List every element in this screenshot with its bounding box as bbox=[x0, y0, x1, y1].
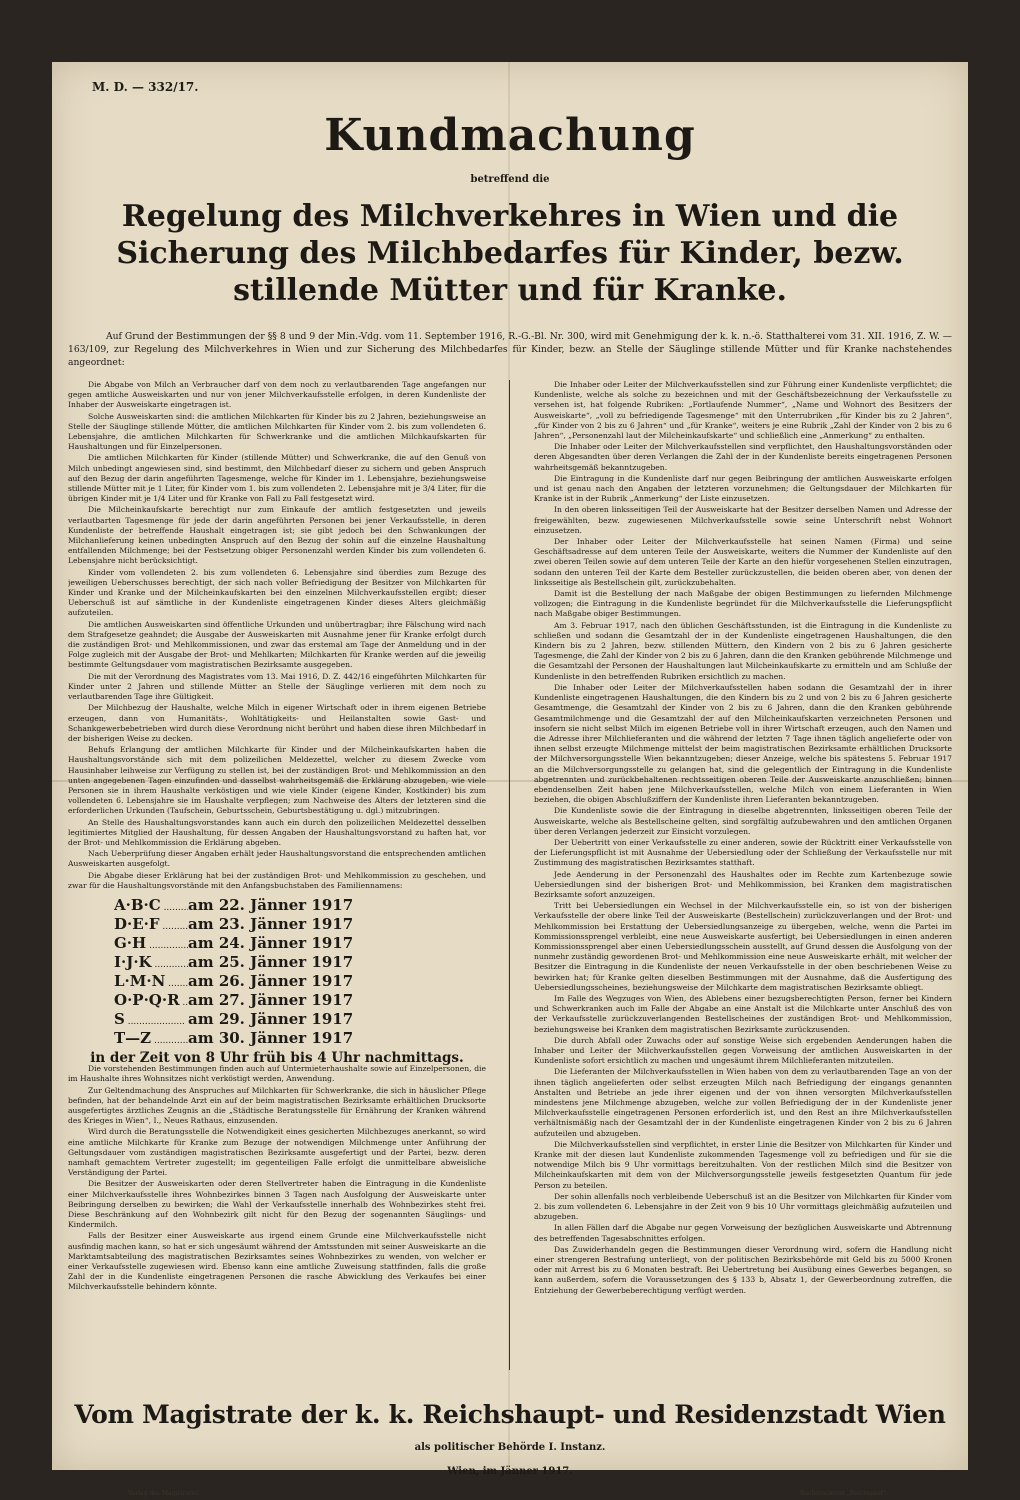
paragraph: Zur Geltendmachung des Anspruches auf Milchkarten für Schwerkranke, die sich in häuslicher Pflege befinden, hat der behandelnde Arzt ein auf der beim magistratischen Bezirksamte erhältlichen Drucksorte ausgefertigtes ärztliches Zeugnis an die „Städtische Beratungsstelle für Ernährung der Kranken während des Krieges in Wien“, I., Neues Rathaus, einzusenden. bbox=[68, 1085, 486, 1126]
schedule-date: am 29. Jänner 1917 bbox=[188, 1009, 354, 1028]
paragraph: Das Zuwiderhandeln gegen die Bestimmungen dieser Verordnung wird, sofern die Handlung nicht einer strengeren Bestrafung unterliegt, von der politischen Bezirksbehörde mit Geld bis zu 5000 Kronen oder mit Arrest bis zu 6 Monaten bestraft. Bei Uebertretung bei Ausübung eines Gewerbes begangen, so kann außerdem, sofern die Voraussetzungen des § 133 b, Absatz 1, der Gewerbeordnung zutreffen, die Entziehung der Gewerbeberechtigung verfügt werden. bbox=[534, 1244, 952, 1295]
hours-line: in der Zeit von 8 Uhr früh bis 4 Uhr nachmittags. bbox=[90, 1049, 464, 1066]
publisher-note: Verlag des Magistrates. bbox=[128, 1490, 201, 1497]
paragraph: Die amtlichen Ausweiskarten sind öffentliche Urkunden und unübertragbar; ihre Fälschung wird nach dem Strafgesetze geahndet; die Ausgabe der Ausweiskarten mit Ausnahme jener für Kranke erfolgt durch die zuständigen Brot- und Mehlkommissionen, und zwar das erstemal am Tage der Anmeldung und in der Folge zugleich mit der Ausgabe der Brot- und Mehlkarten; Milchkarten für Kranke werden auf die jeweilig bestimmte Geltungsdauer vom magistratischen Bezirksamte ausgegeben. bbox=[68, 619, 486, 670]
paragraph: In allen Fällen darf die Abgabe nur gegen Vorweisung der bezüglichen Ausweiskarte und Abtrennung des betreffenden Tagesabschnittes erfolgen. bbox=[534, 1223, 952, 1243]
paragraph: Im Falle des Wegzuges von Wien, des Ablebens einer bezugsberechtigten Person, ferner bei Kindern und Schwerkranken auch im Falle der Abgabe an eine Anstalt ist die Milchkarte unter Anschluß des von der Verkaufsstelle zurückzuverlangenden Bestellscheines der zuständigen Brot- und Mehlkommission, beziehungsweise bei Kranken dem magistratischen Bezirksamte zurückzusenden. bbox=[534, 993, 952, 1034]
paragraph: Die vorstehenden Bestimmungen finden auch auf Untermieterhaushalte sowie auf Einzelpersonen, die im Haushalte ihres Wohnsitzes nicht verköstigt werden, Anwendung. bbox=[68, 1064, 486, 1084]
issuing-authority: Vom Magistrate der k. k. Reichshaupt- und Residenzstadt Wien bbox=[74, 1400, 946, 1429]
schedule-row bbox=[114, 916, 486, 935]
authority-role: als politischer Behörde I. Instanz. bbox=[414, 1442, 606, 1453]
paragraph: Damit ist die Bestellung der nach Maßgabe der obigen Bestimmungen zu liefernden Milchmenge vollzogen; die Eintragung in die Kundenliste begründet für die Milchverkaufsstelle die Lieferungspflicht nach Maßgabe obiger Bestimmungen. bbox=[534, 589, 952, 619]
paragraph: Der Milchbezug der Haushalte, welche Milch in eigener Wirtschaft oder in ihrem eigenen Betriebe erzeugen, dann von Humanitäts-, Wohltätigkeits- und Heilanstalten sowie Gast- und Schankgewerbebetrieben wird durch diese Verordnung nicht berührt und haben diese ihren Milchbedarf in der bisherigen Weise zu decken. bbox=[68, 703, 486, 743]
paragraph: Der Inhaber oder Leiter der Milchverkaufsstelle hat seinen Namen (Firma) und seine Geschäftsadresse auf dem unteren Teile der Ausweiskarte, weiters die Nummer der Kundenliste auf den zwei oberen Teilen sowie auf dem unteren Teile der Karte an den hiefür vorgesehenen Stellen einzutragen, sodann den unteren Teil der Karte dem Besteller zurückzustellen, die beiden oberen aber, von denen der linksseitige als Bestellschein gilt, zurückzubehalten. bbox=[534, 537, 952, 587]
paragraph: In den oberen linksseitigen Teil der Ausweiskarte hat der Besitzer derselben Namen und Adresse der freigewählten, bezw. zugewiesenen Milchverkaufsstelle sowie seine Unterschrift nebst Wohnort einzusetzen. bbox=[534, 505, 952, 535]
paragraph: Die Inhaber oder Leiter der Milchverkaufsstellen haben sodann die Gesamtzahl der in ihrer Kundenliste eingetragenen Haushaltungen, die den Kindern bis zu 2 und von 2 bis zu 6 Jahren gesicherte Gesamtmenge, die Gesamtzahl der Kinder von 2 bis zu 6 Jahren, dann die den Kranken gebührende Gesamtmilchmenge und die Gesamtzahl der auf den Milcheinkaufskarten verzeichneten Personen und insofern sie nicht selbst Milch im eigenen Betriebe voll in ihrer Wirtschaft erzeugen, auch den Namen und die Adresse ihrer Milchlieferanten und die während der letzten 7 Tage ihnen täglich angelieferte oder von ihnen selbst erzeugte Milchmenge mittelst der beim magistratischen Bezirksamte erhältlichen Drucksorte der Milchversorgungsstelle Wien bekanntzugeben; dieser Anzeige, welche bis spätestens 5. Februar 1917 an die Milchversorgungsstelle zu gelangen hat, sind die gelegentlich der Eintragung in die Kundenliste abgetrennten und zurückbehaltenen rechtsseitigen oberen Teile der Ausweiskarte anzuschließen; binnen ebendenselben Zeit haben jene Milchverkaufsstellen, welche Milch von einem Lieferanten in Wien beziehen, die obigen Abschlußziffern der Kundenliste ihren Lieferanten bekanntzugeben. bbox=[534, 682, 952, 805]
schedule-row bbox=[114, 992, 486, 1011]
schedule-letters: A·B·C ..... bbox=[114, 897, 188, 916]
left-paragraphs bbox=[68, 380, 486, 891]
schedule-table bbox=[114, 897, 486, 1049]
schedule-row bbox=[114, 1030, 486, 1049]
intro-paragraph: Auf Grund der Bestimmungen der §§ 8 und 9 der Min.-Vdg. vom 11. September 1916, R.-G.-Bl. Nr. 300, wird mit Genehmigung der k. k. n.-ö. Statthalterei vom 31. XII. 1916, Z. W. — 163/109, zur Regelung des Milchverkehres in Wien und zur Sicherung des Milchbedarfes für Kinder, bezw. an Stelle der Säuglinge stillende Mütter und für Kranke nachstehendes angeordnet: bbox=[68, 331, 952, 368]
paragraph: Nach Ueberprüfung dieser Angaben erhält jeder Haushaltungsvorstand die entsprechenden amtlichen Ausweiskarten ausgefolgt. bbox=[68, 849, 486, 869]
paragraph: Die Milcheinkaufskarte berechtigt nur zum Einkaufe der amtlich festgesetzten und jeweils verlautbarten Tagesmenge für jede der darin angeführten Personen bei jener Verkaufsstelle, in deren Kundenliste der betreffende Haushalt eingetragen ist; sie gibt jedoch bei den Schwankungen der Milchanlieferung keinen unbedingten Anspruch auf den Bezug der sohin auf die einzelne Haushaltung entfallenden Milchmenge; bei der Festsetzung obiger Personenzahl werden Kinder bis zum vollendeten 6. Lebensjahre nicht berücksichtigt. bbox=[68, 505, 486, 566]
schedule-date: am 26. Jänner 1917 bbox=[188, 971, 354, 990]
paragraph: Die Eintragung in die Kundenliste darf nur gegen Beibringung der amtlichen Ausweiskarte erfolgen und ist genau nach den Angaben der letzteren vorzunehmen; die Geltungsdauer der Milchkarten für Kranke ist in der Rubrik „Anmerkung“ der Liste einzusetzen. bbox=[534, 473, 952, 504]
schedule-date: am 22. Jänner 1917 bbox=[188, 895, 354, 914]
paragraph: Die amtlichen Milchkarten für Kinder (stillende Mütter) und Schwerkranke, die auf den Genuß von Milch unbedingt angewiesen sind, sind bestimmt, den Milchbedarf dieser zu sichern und geben Anspruch auf den Bezug der darin angeführten Tagesmenge, welche für Kinder im 1. Lebensjahre, beziehungsweise stillende Mütter mit je 1 Liter, für Kinder vom 1. bis zum vollendeten 2. Lebensjahre mit je 3/4 Liter, für die übrigen Kinder mit je 1/4 Liter und für Kranke von Fall zu Fall festgesetzt wird. bbox=[68, 453, 486, 504]
schedule-letters: I·J·K ..... bbox=[114, 954, 188, 973]
paragraph: Die Inhaber oder Leiter der Milchverkaufsstellen sind verpflichtet, den Haushaltungsvorständen oder deren Abgesandten über deren Verlangen die Zahl der in der Kundenliste bereits eingetragenen Personen wahrheitsgemäß bekanntzugeben. bbox=[534, 442, 952, 472]
column-divider bbox=[509, 380, 510, 1370]
paragraph: Die Abgabe von Milch an Verbraucher darf von dem noch zu verlautbarenden Tage angefangen nur gegen amtliche Ausweiskarten und nur von jener Milchverkaufsstelle erfolgen, in deren Kundenliste der Inhaber der Ausweiskarte eingetragen ist. bbox=[68, 380, 486, 410]
schedule-letters: D·E·F ..... bbox=[114, 916, 188, 935]
place-date: Wien, im Jänner 1917. bbox=[447, 1466, 573, 1477]
paragraph: Die Inhaber oder Leiter der Milchverkaufsstellen sind zur Führung einer Kundenliste verpflichtet; die Kundenliste, welche als solche zu bezeichnen und mit der Geschäftsbezeichnung der Verkaufsstelle zu versehen ist, hat folgende Rubriken: „Fortlaufende Nummer“, „Name und Wohnort des Besitzers der Ausweiskarte“, „voll zu befriedigende Tagesmenge“ mit den Unterrubriken „für Kinder bis zu 2 Jahren“, „für Kinder von 2 bis zu 6 Jahren“ und „für Kranke“, weiters je eine Rubrik „Zahl der Kinder von 2 bis zu 6 Jahren“, „Personenzahl laut der Milcheinkaufskarte“ und schließlich eine „Anmerkung“ zu enthalten. bbox=[534, 380, 952, 441]
paragraph: Die durch Abfall oder Zuwachs oder auf sonstige Weise sich ergebenden Aenderungen haben die Inhaber und Leiter der Milchverkaufsstellen gegen Vorweisung der amtlichen Ausweiskarten in der Kundenliste sofort ersichtlich zu machen und ungesäumt ihrem Milchlieferanten mitzuteilen. bbox=[534, 1035, 952, 1066]
schedule-letters: T—Z ..... bbox=[114, 1030, 188, 1049]
paragraph: Die Kundenliste sowie die der Eintragung in dieselbe abgetrennten, linksseitigen oberen Teile der Ausweiskarte, welche als Bestellscheine gelten, sind sorgfältig aufzubewahren und den amtlichen Organen über deren Verlangen jederzeit zur Einsicht vorzulegen. bbox=[534, 806, 952, 836]
subject-heading: Regelung des Milchverkehres in Wien und die Sicherung des Milchbedarfes für Kinder, bezw. stillende Mütter und für Kranke. bbox=[116, 199, 904, 308]
paragraph: Die Lieferanten der Milchverkaufsstellen in Wien haben von dem zu verlautbarenden Tage an von der ihnen täglich angelieferten oder selbst erzeugten Milch nach Befriedigung der eingangs genannten Anstalten und Betriebe an jede ihrer eigenen und der von ihnen versorgten Milchverkaufsstellen mindestens jene Milchmenge abzugeben, welche zur vollen Befriedigung der in der Kundenliste jener Milchverkaufsstelle eingetragenen Personen erforderlich ist, und den Rest an ihre Milchverkaufsstellen verhältnismäßig nach der Gesamtzahl der in der Kundenliste eingetragenen Kinder von 2 bis zu 6 Jahren aufzuteilen und abzugeben. bbox=[534, 1067, 952, 1138]
left-column bbox=[68, 380, 486, 1386]
schedule-date: am 23. Jänner 1917 bbox=[188, 914, 354, 933]
paragraph: Die Besitzer der Ausweiskarten oder deren Stellvertreter haben die Eintragung in die Kundenliste einer Milchverkaufsstelle ihres Wohnbezirkes binnen 3 Tagen nach Ausfolgung der Ausweiskarte unter Beibringung derselben zu bewirken; die Wahl der Verkaufsstelle innerhalb des Wohnbezirkes steht frei. Diese Beschränkung auf den Wohnbezirk gilt nicht für den Bezug der sogenannten Säuglings- und Kindermilch. bbox=[68, 1179, 486, 1230]
paragraph: Die mit der Verordnung des Magistrates vom 13. Mai 1916, D. Z. 442/16 eingeführten Milchkarten für Kinder unter 2 Jahren und stillende Mütter an Stelle der Säuglinge verlieren mit dem noch zu verlautbarenden Tage ihre Gültigkeit. bbox=[68, 671, 486, 702]
schedule-row bbox=[114, 973, 486, 992]
schedule-row bbox=[114, 1011, 486, 1030]
schedule-letters: S ..... bbox=[114, 1011, 188, 1030]
paragraph: Am 3. Februar 1917, nach den üblichen Geschäftsstunden, ist die Eintragung in die Kundenliste zu schließen und sodann die Gesamtzahl der in der Kundenliste eingetragenen Haushaltungen, die den Kindern bis zu 2 Jahren, bezw. stillenden Müttern, den Kindern von 2 bis zu 6 Jahren gesicherte Tagesmenge, die Zahl der Kinder von 2 bis zu 6 Jahren, dann die den Kranken gebührende Milchmenge und die Gesamtzahl der Personen der Haushaltungen laut Milcheinkaufskarte zu ermitteln und am Schluße der Kundenliste in den betreffenden Rubriken ersichtlich zu machen. bbox=[534, 620, 952, 681]
right-paragraphs bbox=[534, 380, 952, 1296]
paragraph: Der sohin allenfalls noch verbleibende Ueberschuß ist an die Besitzer von Milchkarten für Kinder vom 2. bis zum vollendeten 6. Lebensjahre in der Zeit von 9 bis 10 Uhr vormittags gleichmäßig aufzuteilen und abzugeben. bbox=[534, 1191, 952, 1222]
paragraph: Wird durch die Beratungsstelle die Notwendigkeit eines gesicherten Milchbezuges anerkannt, so wird eine amtliche Milchkarte für Kranke zum Bezuge der notwendigen Milchmenge unter Anführung der Geltungsdauer vom zuständigen magistratischen Bezirksamte ausgefertigt und der Partei, bezw. deren namhaft gemachtem Vertreter zugestellt; im gegenteiligen Falle erfolgt die unmittelbare abweisliche Verständigung der Partei. bbox=[68, 1127, 486, 1178]
paragraph: Jede Aenderung in der Personenzahl des Haushaltes oder im Rechte zum Kartenbezuge sowie Uebersiedlungen sind der bisherigen Brot- und Mehlkommission, bei Kranken dem magistratischen Bezirksamte sofort anzuzeigen. bbox=[534, 869, 952, 899]
schedule-date: am 27. Jänner 1917 bbox=[188, 990, 354, 1009]
reference-number: M. D. — 332/17. bbox=[92, 80, 199, 94]
schedule-letters: O·P·Q·R ..... bbox=[114, 992, 188, 1011]
paragraph: Der Uebertritt von einer Verkaufsstelle zu einer anderen, sowie der Rücktritt einer Verkaufsstelle von der Lieferungspflicht ist mit Ausnahme der Uebersiedlung oder der Schließung der Verkaufsstelle nur mit Zustimmung des magistratischen Bezirksamtes statthaft. bbox=[534, 837, 952, 868]
betreffend-label: betreffend die bbox=[470, 174, 550, 185]
schedule-date: am 24. Jänner 1917 bbox=[188, 933, 354, 952]
schedule-date: am 25. Jänner 1917 bbox=[188, 952, 354, 971]
paragraph: Kinder vom vollendeten 2. bis zum vollendeten 6. Lebensjahre sind überdies zum Bezuge des jeweiligen Ueberschusses berechtigt, der sich nach voller Befriedigung der Besitzer von Milchkarten für Kinder und Kranke und der Milcheinkaufskarten bei den einzelnen Milchverkaufsstellen ergibt; dieser Ueberschuß ist auf sämtliche in der Kundenliste eingetragenen Kinder dieses Alters gleichmäßig aufzuteilen. bbox=[68, 567, 486, 618]
schedule-date: am 30. Jänner 1917 bbox=[188, 1028, 354, 1047]
paragraph: Falls der Besitzer einer Ausweiskarte aus irgend einem Grunde eine Milchverkaufsstelle nicht ausfindig machen kann, so hat er sich ungesäumt während der Amtsstunden mit seiner Ausweiskarte an die Marktamtsabteilung des magistratischen Bezirksamtes seines Wohnbezirkes zu wenden, von welcher er einer Verkaufsstelle zugewiesen wird. Ebenso kann eine amtliche Zuweisung stattfinden, falls die große Zahl der in die Kundenliste eingetragenen Personen die rasche Abwicklung des Verkaufes bei einer Milchverkaufsstelle behindern könnte. bbox=[68, 1231, 486, 1292]
left-paragraphs-after bbox=[68, 1064, 486, 1292]
schedule-row bbox=[114, 954, 486, 973]
paragraph: Tritt bei Uebersiedlungen ein Wechsel in der Milchverkaufsstelle ein, so ist von der bisherigen Verkaufsstelle der obere linke Teil der Ausweiskarte (Bestellschein) zurückzuverlangen und der Brot- und Mehlkommission bei Erstattung der Uebersiedlungsanzeige zu übergeben, welche, wenn die Partei im Kommissionssprengel verbleibt, eine neue Ausweiskarte ausfertigt, bei Uebersiedlungen in einen anderen Kommissionssprengel aber einen Uebersiedlungsschein ausstellt, auf Grund dessen die Ausfolgung von der nunmehr zuständig gewordenen Brot- und Mehlkommission eine neue Ausweiskarte erhält, mit welcher der Besitzer die Eintragung in die Kundenliste der neuen Verkaufsstelle in der oben beschriebenen Weise zu bewirken hat; für Kranke gelten dieselben Bestimmungen mit der Ausnahme, daß die Ausfertigung des Uebersiedlungsscheines, beziehungsweise der Milchkarte dem magistratischen Bezirksamte obliegt. bbox=[534, 901, 952, 992]
poster-sheet bbox=[52, 62, 968, 1497]
paragraph: Die Milchverkaufsstellen sind verpflichtet, in erster Linie die Besitzer von Milchkarten für Kinder und Kranke mit der diesen laut Kundenliste zukommenden Tagesmenge voll zu befriedigen und für sie die notwendige Milch bis 9 Uhr vormittags bereitzuhalten. Von der restlichen Milch sind die Besitzer von Milcheinkaufskarten mit dem von der Milchversorgungsstelle jeweils festgesetzten Quantum für jede Person zu beteilen. bbox=[534, 1139, 952, 1190]
printer-note: Buchdruckerei „Reichspost“. bbox=[799, 1490, 888, 1497]
paragraph: An Stelle des Haushaltungsvorstandes kann auch ein durch den polizeilichen Meldezettel desselben legitimiertes Mitglied der Haushaltung, für dessen Angaben der Haushaltungsvorstand zu haften hat, vor der Brot- und Mehlkommission die Erklärung abgeben. bbox=[68, 817, 486, 847]
paragraph: Behufs Erlangung der amtlichen Milchkarte für Kinder und der Milcheinkaufskarten haben die Haushaltungsvorstände sich mit dem polizeilichen Meldezettel, welcher zu diesem Zwecke vom Hausinhaber leihweise zur Verfügung zu stellen ist, bei der zuständigen Brot- und Mehlkommission an den unten angegebenen Tagen einzufinden und dasselbst wahrheitsgemäß die Erklärung abzugeben, wie viele Personen sie in ihrem Haushalte verköstigen und wie viele Kinder (eigene Kinder, Kostkinder) bis zum vollendeten 6. Lebensjahre sie im Haushalte verpflegen; zum Nachweise des Alters der letzteren sind die erforderlichen Urkunden (Taufschein, Geburtsschein, Geburtsbestätigung u. dgl.) mitzubringen. bbox=[68, 745, 486, 816]
schedule-letters: L·M·N ..... bbox=[114, 973, 188, 992]
poster-title: Kundmachung bbox=[324, 110, 696, 161]
paragraph: Die Abgabe dieser Erklärung hat bei der zuständigen Brot- und Mehlkommission zu geschehen, und zwar für die Haushaltungsvorstände mit den Anfangsbuchstaben des Familiennamens: bbox=[68, 870, 486, 890]
paragraph: Solche Ausweiskarten sind: die amtlichen Milchkarten für Kinder bis zu 2 Jahren, beziehungsweise an Stelle der Säuglinge stillende Mütter, die amtlichen Milchkarten für Kinder vom 2. bis zum vollendeten 6. Lebensjahre, die amtlichen Milchkarten für Schwerkranke und die amtlichen Milchkaufskarten für Haushaltungen und für Einzelpersonen. bbox=[68, 411, 486, 452]
schedule-row bbox=[114, 897, 486, 916]
schedule-row bbox=[114, 935, 486, 954]
right-column bbox=[534, 380, 952, 1384]
schedule-letters: G·H ..... bbox=[114, 935, 188, 954]
